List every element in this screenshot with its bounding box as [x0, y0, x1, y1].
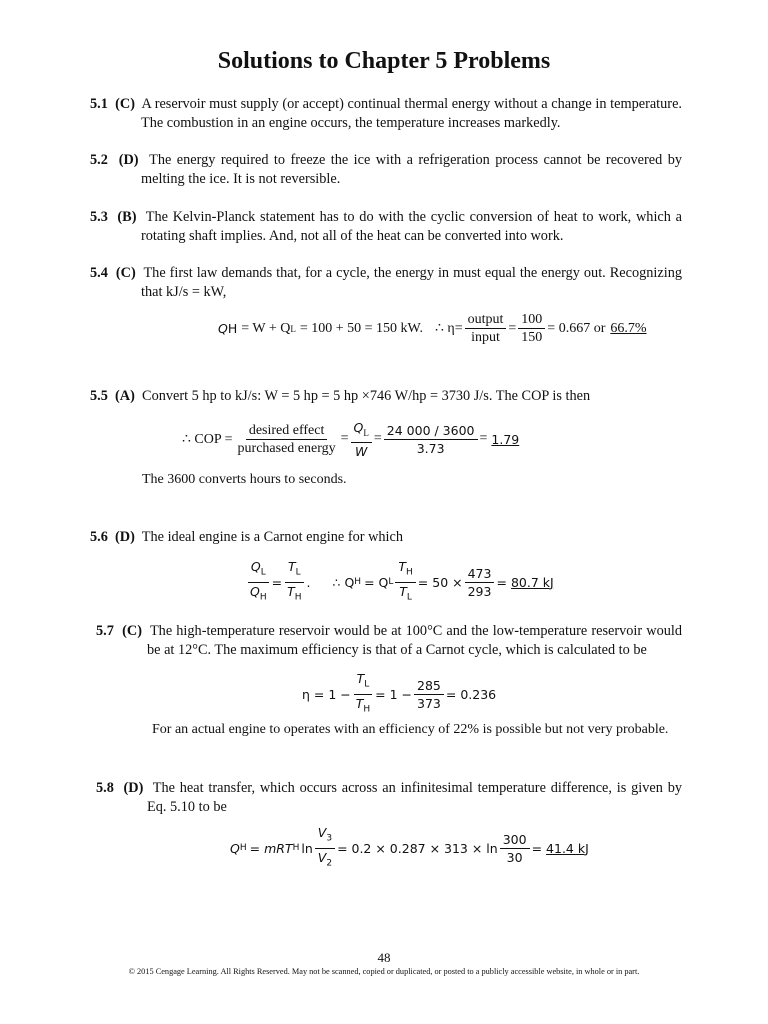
- problem-number: 5.2: [90, 152, 108, 168]
- copyright-notice: © 2015 Cengage Learning. All Rights Reserved. May not be scanned, copied or duplicated, or posted to a publicly accessible website, in whole or in part.: [128, 967, 640, 976]
- problem-number: 5.5: [90, 388, 108, 404]
- problem-5-2: [90, 151, 682, 189]
- fraction: $\frac{T_H}{T_L}$: [395, 558, 415, 606]
- problem-number: 5.4: [90, 265, 108, 281]
- problem-answer: (C): [115, 265, 136, 281]
- problem-5-8: [96, 779, 682, 817]
- problem-text: A reservoir must supply (or accept) continual thermal energy without a change in temperature. The combustion in an engine occurs, the temperature increases markedly.: [141, 96, 682, 131]
- fraction: $\frac{473}{293}$: [465, 565, 495, 600]
- problem-number: 5.3: [90, 209, 108, 225]
- note-5-7: For an actual engine to operates with an efficiency of 22% is possible but not very probable.: [152, 722, 669, 737]
- problem-answer: (A): [115, 388, 135, 404]
- fraction: $\frac{\text{desired effect}}{\text{purchased energy}}$: [237, 422, 336, 456]
- problem-5-4: [90, 264, 682, 302]
- problem-text: The heat transfer, which occurs across an infinitesimal temperature difference, is given by Eq. 5.10 to be: [147, 780, 683, 815]
- page-title: Solutions to Chapter 5 Problems: [217, 48, 551, 74]
- note-5-5: The 3600 converts hours to seconds.: [142, 472, 347, 487]
- equation-5-5: ∴ COP = $\frac{\text{desired effect}}{\text{purchased energy}}$ = $\frac{Q_L}{W}$ = $\frac{24 000 / 3600}{3.73}$ = 1.79: [182, 420, 520, 459]
- problem-answer: (D): [118, 152, 139, 168]
- problem-5-1: [90, 95, 682, 133]
- fraction: $\frac{300}{30}$: [500, 831, 530, 866]
- equation-5-8: Q H = mRT H ln $\frac{V_3}{V_2}$ = 0.2 × 0.287 × 313 × ln $\frac{300}{30}$ = 41.4 kJ: [230, 824, 589, 872]
- problem-number: 5.1: [90, 96, 108, 112]
- answer-value: 66.7%: [610, 320, 647, 336]
- problem-5-3: [90, 208, 682, 246]
- fraction: $\frac{T_L}{T_H}$: [353, 670, 373, 718]
- problem-text: The energy required to freeze the ice with a refrigeration process cannot be recovered by melting the ice. It is not reversible.: [141, 152, 682, 187]
- problem-text: The Kelvin-Planck statement has to do with the cyclic conversion of heat to work, which a rotating shaft implies. And, not all of the heat can be converted into work.: [141, 209, 683, 244]
- fraction: $\frac{100}{150}$: [518, 311, 545, 346]
- page-number: 48: [377, 950, 391, 965]
- problem-answer: (D): [123, 780, 144, 796]
- problem-answer: (C): [122, 623, 142, 639]
- fraction: $\frac{285}{373}$: [414, 677, 444, 712]
- problem-text: The ideal engine is a Carnot engine for which: [141, 529, 404, 545]
- problem-text: Convert 5 hp to kJ/s: W = 5 hp = 5 hp ×746 W/hp = 3730 J/s. The COP is then: [142, 388, 591, 404]
- equation-5-7: η = 1 − $\frac{T_L}{T_H}$ = 1 − $\frac{285}{373}$ = 0.236: [302, 670, 496, 718]
- fraction: $\frac{Q_L}{W}$: [351, 419, 372, 460]
- problem-5-5: [90, 387, 682, 406]
- problem-number: 5.8: [96, 780, 114, 796]
- problem-answer: (C): [115, 96, 136, 112]
- problem-answer: (B): [117, 209, 137, 225]
- answer-value: 1.79: [491, 431, 520, 447]
- problem-text: The high-temperature reservoir would be at 100°C and the low-temperature reservoir would be at 12°C. The maximum efficiency is that of a Carnot cycle, which is calculated to be: [147, 623, 683, 658]
- problem-text: The first law demands that, for a cycle, the energy in must equal the energy out. Recognizing that kJ/s = kW,: [141, 265, 682, 300]
- problem-number: 5.7: [96, 623, 114, 639]
- equation-5-4: Q H = W + Q L = 100 + 50 = 150 kW. ∴ η= $\frac{\text{output}}{\text{input}}$ = $\frac{100}{150}$ = 0.667 or 66.7%: [218, 312, 647, 345]
- problem-answer: (D): [115, 529, 135, 545]
- fraction: $\frac{24 000 / 3600}{3.73}$: [384, 422, 478, 457]
- fraction: $\frac{\text{output}}{\text{input}}$: [465, 311, 507, 346]
- answer-value: 80.7 kJ: [510, 574, 554, 590]
- answer-value: 41.4 kJ: [546, 840, 589, 856]
- equation-5-6: $\frac{Q_L}{Q_H}$ = $\frac{T_L}{T_H}$ . ∴ Q H = Q L $\frac{T_H}{T_L}$ = 50 × $\frac{473}{293}$ = 80.7 kJ: [245, 558, 554, 606]
- fraction: $\frac{T_L}{T_H}$: [284, 558, 304, 606]
- problem-5-7: [96, 622, 682, 660]
- problem-number: 5.6: [90, 529, 108, 545]
- problem-5-6: [90, 528, 682, 547]
- fraction: $\frac{V_3}{V_2}$: [315, 824, 335, 872]
- fraction: $\frac{Q_L}{Q_H}$: [247, 558, 270, 606]
